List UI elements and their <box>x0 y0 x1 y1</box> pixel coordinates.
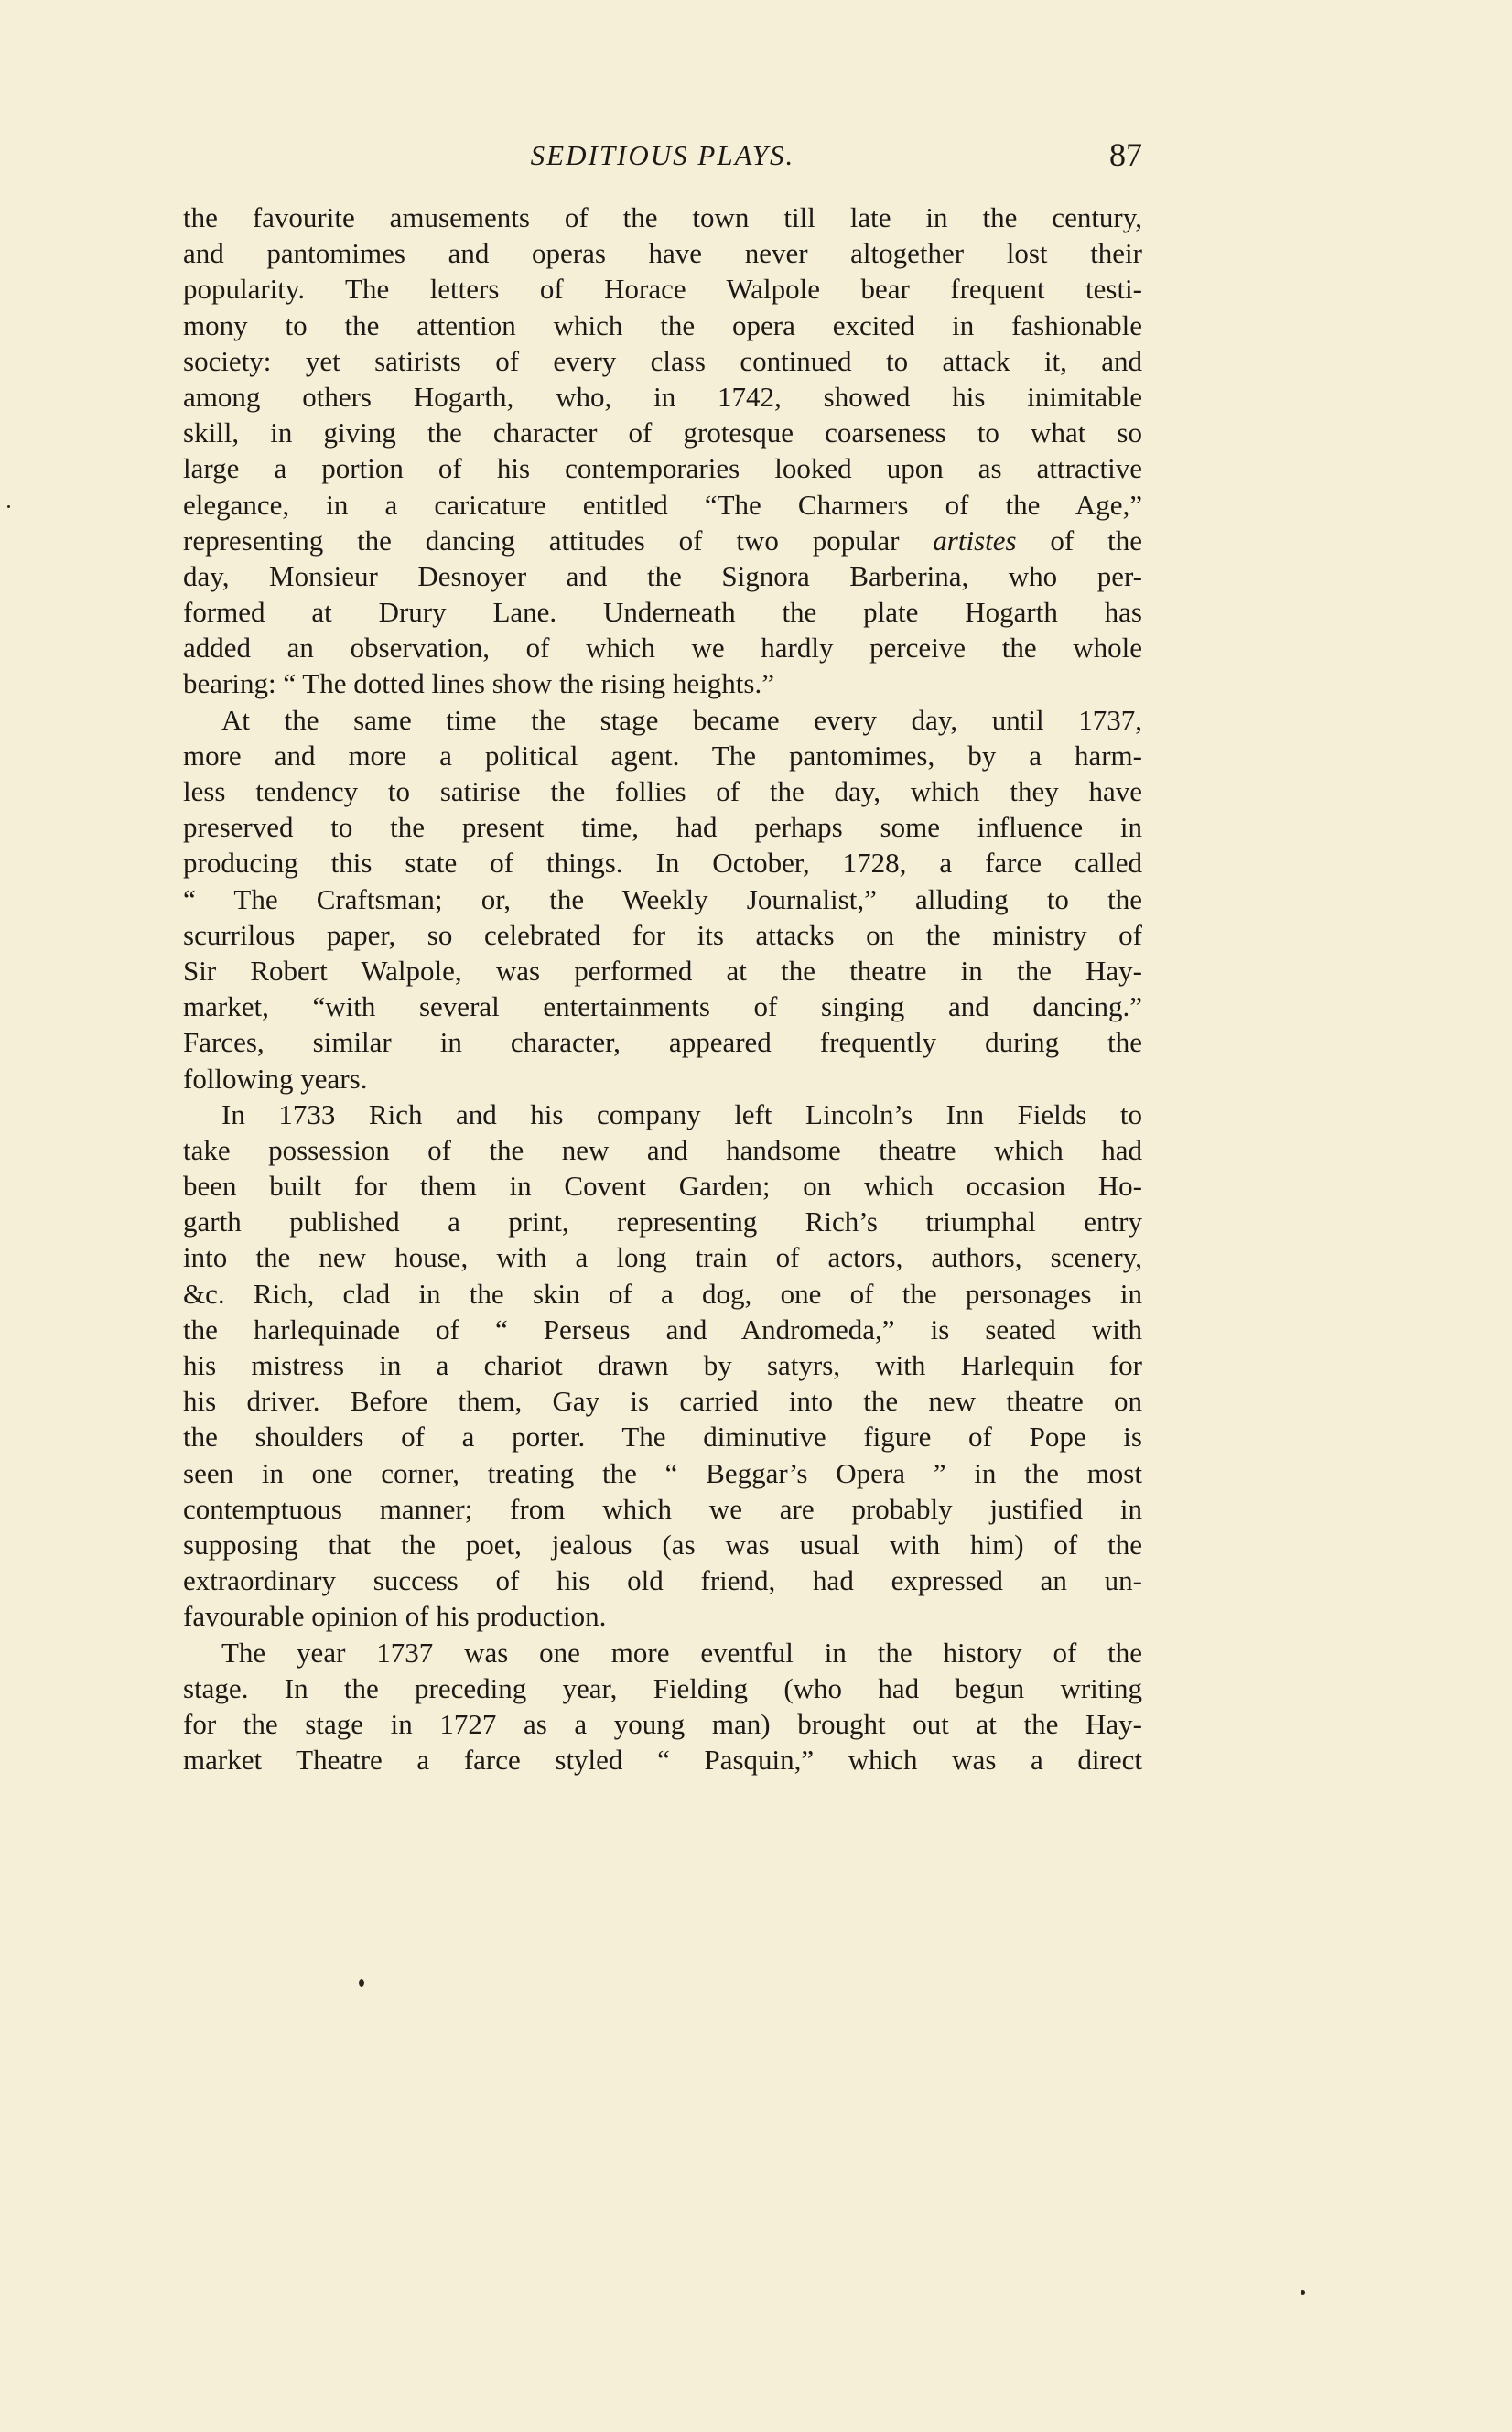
paragraph-start: The year 1737 was one more eventful in the history of the <box>221 1636 1142 1669</box>
text-line: the harlequinade of “ Perseus and Andromeda,” is seated with <box>183 1313 1142 1346</box>
ink-speck <box>1301 2290 1305 2295</box>
text-line: elegance, in a caricature entitled “The Charmers of the Age,” <box>183 488 1142 521</box>
text-line: producing this state of things. In October, 1728, a farce called <box>183 847 1142 880</box>
line-tail: of the <box>1016 524 1142 557</box>
running-head <box>183 135 1142 181</box>
text-line: skill, in giving the character of grotesque coarseness to what so <box>183 416 1142 449</box>
text-line: and pantomimes and operas have never altogether lost their <box>183 237 1142 270</box>
text-line: market Theatre a farce styled “ Pasquin,” which was a direct <box>183 1744 1142 1777</box>
text-line: &c. Rich, clad in the skin of a dog, one of the personages in <box>183 1277 1142 1310</box>
line-text: representing the dancing attitudes of two popular <box>183 524 934 557</box>
text-line: his driver. Before them, Gay is carried into the new theatre on <box>183 1385 1142 1418</box>
text-line: favourable opinion of his production. <box>183 1600 607 1633</box>
text-line: large a portion of his contemporaries looked upon as attractive <box>183 452 1142 485</box>
text-line: the favourite amusements of the town till late in the century, <box>183 201 1142 233</box>
text-line: “ The Craftsman; or, the Weekly Journalist,” alluding to the <box>183 882 1142 915</box>
text-line: among others Hogarth, who, in 1742, showed his inimitable <box>183 380 1142 413</box>
text-line: popularity. The letters of Horace Walpole bear frequent testi- <box>183 273 1142 306</box>
text-line: contemptuous manner; from which we are probably justified in <box>183 1492 1142 1525</box>
ink-speck <box>7 505 10 508</box>
ink-speck <box>359 1979 364 1987</box>
text-line: preserved to the present time, had perhaps some influence in <box>183 811 1142 844</box>
text-line: day, Monsieur Desnoyer and the Signora Barberina, who per- <box>183 559 1142 592</box>
text-line: garth published a print, representing Rich’s triumphal entry <box>183 1205 1142 1238</box>
text-line: less tendency to satirise the follies of the day, which they have <box>183 775 1142 807</box>
text-line: his mistress in a chariot drawn by satyrs, with Harlequin for <box>183 1349 1142 1381</box>
text-line: bearing: “ The dotted lines show the rising heights.” <box>183 667 774 700</box>
text-line: seen in one corner, treating the “ Beggar’s Opera ” in the most <box>183 1456 1142 1489</box>
text-line: market, “with several entertainments of singing and dancing.” <box>183 990 1142 1023</box>
text-line: for the stage in 1727 as a young man) brought out at the Hay- <box>183 1707 1142 1740</box>
text-line-with-italic <box>183 523 1142 558</box>
text-line: following years. <box>183 1062 368 1095</box>
text-line: mony to the attention which the opera excited in fashionable <box>183 308 1142 341</box>
body-text <box>183 200 1142 1778</box>
text-line: the shoulders of a porter. The diminutive figure of Pope is <box>183 1421 1142 1454</box>
text-line: Sir Robert Walpole, was performed at the theatre in the Hay- <box>183 954 1142 987</box>
text-line: been built for them in Covent Garden; on which occasion Ho- <box>183 1170 1142 1203</box>
text-line: Farces, similar in character, appeared frequently during the <box>183 1026 1142 1059</box>
paragraph-start: At the same time the stage became every day, until 1737, <box>221 703 1142 736</box>
text-line: stage. In the preceding year, Fielding (who had begun writing <box>183 1671 1142 1704</box>
text-line: formed at Drury Lane. Underneath the plate Hogarth has <box>183 596 1142 629</box>
running-title: SEDITIOUS PLAYS. <box>530 139 795 171</box>
text-line: added an observation, of which we hardly perceive the whole <box>183 632 1142 665</box>
italic-term: artistes <box>933 524 1017 557</box>
text-line: take possession of the new and handsome theatre which had <box>183 1133 1142 1166</box>
page-number: 87 <box>1109 136 1142 173</box>
text-line: supposing that the poet, jealous (as was usual with him) of the <box>183 1528 1142 1561</box>
text-line: scurrilous paper, so celebrated for its attacks on the ministry of <box>183 918 1142 951</box>
paragraph-start: In 1733 Rich and his company left Lincoln’s Inn Fields to <box>221 1097 1142 1130</box>
text-line: extraordinary success of his old friend, had expressed an un- <box>183 1564 1142 1597</box>
text-line: into the new house, with a long train of actors, authors, scenery, <box>183 1241 1142 1274</box>
text-line: more and more a political agent. The pantomimes, by a harm- <box>183 739 1142 772</box>
text-line: society: yet satirists of every class continued to attack it, and <box>183 344 1142 377</box>
